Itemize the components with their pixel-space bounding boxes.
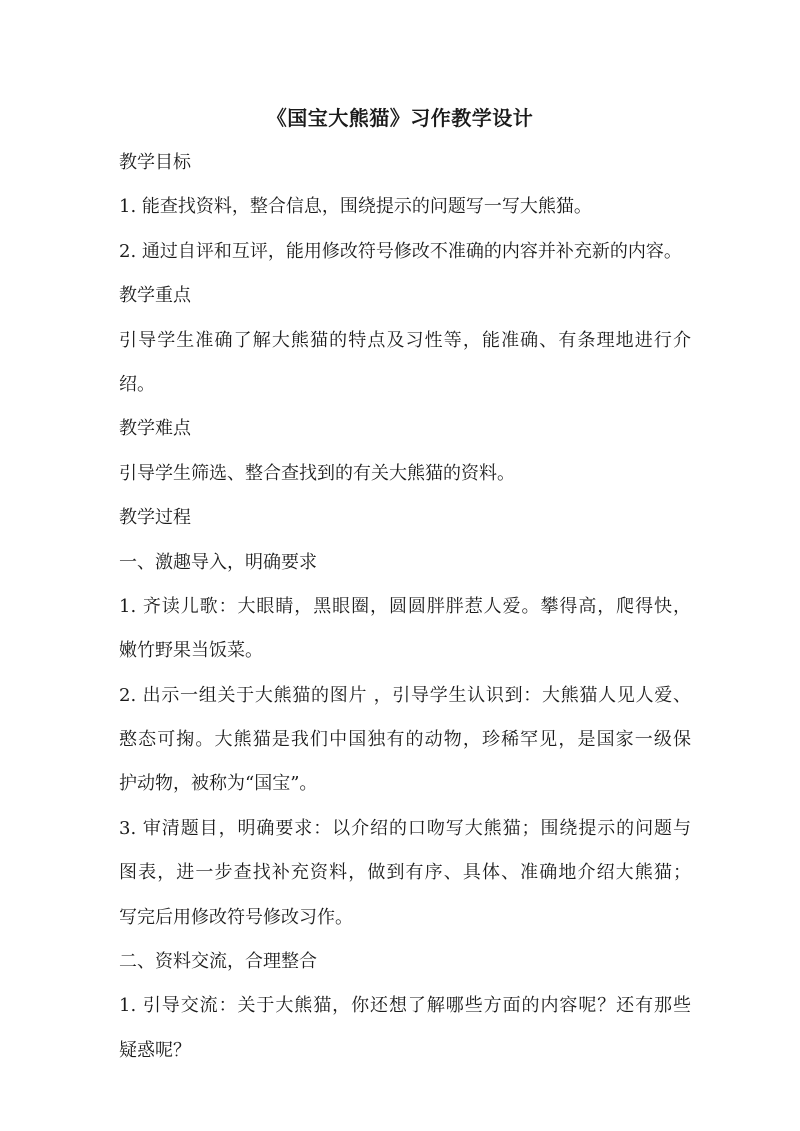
- subsection-heading: 二、资料交流，合理整合: [119, 951, 317, 973]
- paragraph-line: 2. 出示一组关于大熊猫的图片 ，引导学生认识到：大熊猫人见人爱、: [119, 684, 691, 706]
- paragraph-line: 疑惑呢？: [119, 1039, 191, 1061]
- section-heading: 教学重点: [119, 285, 191, 307]
- paragraph-line: 图表，进一步查找补充资料，做到有序、具体、准确地介绍大熊猫；: [119, 862, 691, 884]
- document-title: 《国宝大熊猫》习作教学设计: [266, 106, 534, 130]
- paragraph-line: 2. 通过自评和互评，能用修改符号修改不准确的内容并补充新的内容。: [119, 240, 682, 262]
- paragraph-line: 憨态可掬。大熊猫是我们中国独有的动物，珍稀罕见，是国家一级保: [119, 729, 691, 751]
- section-heading: 教学目标: [119, 152, 191, 173]
- section-heading: 教学过程: [119, 507, 191, 529]
- paragraph-line: 引导学生准确了解大熊猫的特点及习性等，能准确、有条理地进行介: [119, 329, 691, 351]
- paragraph-line: 嫩竹野果当饭菜。: [119, 640, 263, 662]
- paragraph-line: 写完后用修改符号修改习作。: [119, 906, 353, 928]
- paragraph-line: 1. 齐读儿歌：大眼睛，黑眼圈，圆圆胖胖惹人爱。攀得高，爬得快，: [119, 595, 691, 617]
- paragraph-line: 1. 能查找资料，整合信息，围绕提示的问题写一写大熊猫。: [119, 196, 592, 218]
- section-heading: 教学难点: [119, 418, 191, 440]
- paragraph-line: 3. 审清题目，明确要求：以介绍的口吻写大熊猫；围绕提示的问题与: [119, 817, 691, 839]
- paragraph-line: 护动物，被称为“国宝”。: [119, 773, 318, 795]
- document-body: [119, 141, 691, 1073]
- paragraph-line: 1. 引导交流：关于大熊猫，你还想了解哪些方面的内容呢？还有那些: [119, 995, 691, 1017]
- paragraph-line: 绍。: [119, 373, 155, 395]
- subsection-heading: 一、激趣导入，明确要求: [119, 551, 317, 573]
- paragraph-line: 引导学生筛选、整合查找到的有关大熊猫的资料。: [119, 462, 515, 484]
